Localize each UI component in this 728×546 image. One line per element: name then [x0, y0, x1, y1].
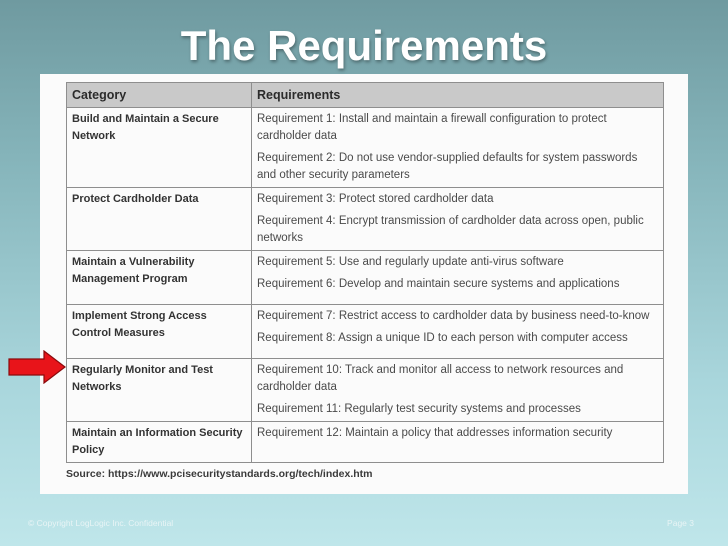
category-cell: Protect Cardholder Data [67, 188, 252, 251]
requirement-item: Requirement 4: Encrypt transmission of cardholder data across open, public networks [257, 215, 644, 244]
table-row [67, 251, 664, 305]
table-row [67, 359, 664, 422]
category-cell: Implement Strong Access Control Measures [67, 305, 252, 359]
requirements-cell [252, 251, 664, 305]
category-cell: Maintain a Vulnerability Management Program [67, 251, 252, 305]
requirement-item: Requirement 6: Develop and maintain secure systems and applications [257, 278, 620, 290]
requirement-item: Requirement 2: Do not use vendor-supplied defaults for system passwords and other security parameters [257, 152, 638, 181]
table-row [67, 188, 664, 251]
requirement-item: Requirement 5: Use and regularly update anti-virus software [257, 256, 564, 268]
page-number: Page 3 [667, 518, 694, 528]
source-note: Source: https://www.pcisecuritystandards.org/tech/index.htm [66, 468, 373, 480]
requirement-item: Requirement 12: Maintain a policy that addresses information security [257, 427, 613, 439]
table-row [67, 305, 664, 359]
category-cell: Build and Maintain a Secure Network [67, 108, 252, 188]
table-panel [40, 74, 688, 494]
table-row [67, 422, 664, 463]
requirements-cell [252, 422, 664, 463]
requirements-cell [252, 359, 664, 422]
requirements-cell [252, 188, 664, 251]
requirement-item: Requirement 10: Track and monitor all access to network resources and cardholder data [257, 364, 624, 393]
table-header-row [67, 83, 664, 108]
category-cell: Regularly Monitor and Test Networks [67, 359, 252, 422]
requirement-item: Requirement 11: Regularly test security systems and processes [257, 403, 581, 415]
requirement-item: Requirement 8: Assign a unique ID to each person with computer access [257, 332, 628, 344]
header-requirements: Requirements [252, 83, 664, 108]
category-cell: Maintain an Information Security Policy [67, 422, 252, 463]
copyright-footer: © Copyright LogLogic Inc. Confidential [28, 518, 174, 528]
header-category: Category [67, 83, 252, 108]
requirement-item: Requirement 7: Restrict access to cardholder data by business need-to-know [257, 310, 650, 322]
slide-title: The Requirements [180, 22, 548, 69]
requirements-cell [252, 108, 664, 188]
requirement-item: Requirement 3: Protect stored cardholder data [257, 193, 494, 205]
requirement-item: Requirement 1: Install and maintain a firewall configuration to protect cardholder data [257, 113, 607, 142]
right-arrow-icon [8, 350, 66, 384]
table-row [67, 108, 664, 188]
requirements-table [66, 82, 664, 463]
requirements-cell [252, 305, 664, 359]
